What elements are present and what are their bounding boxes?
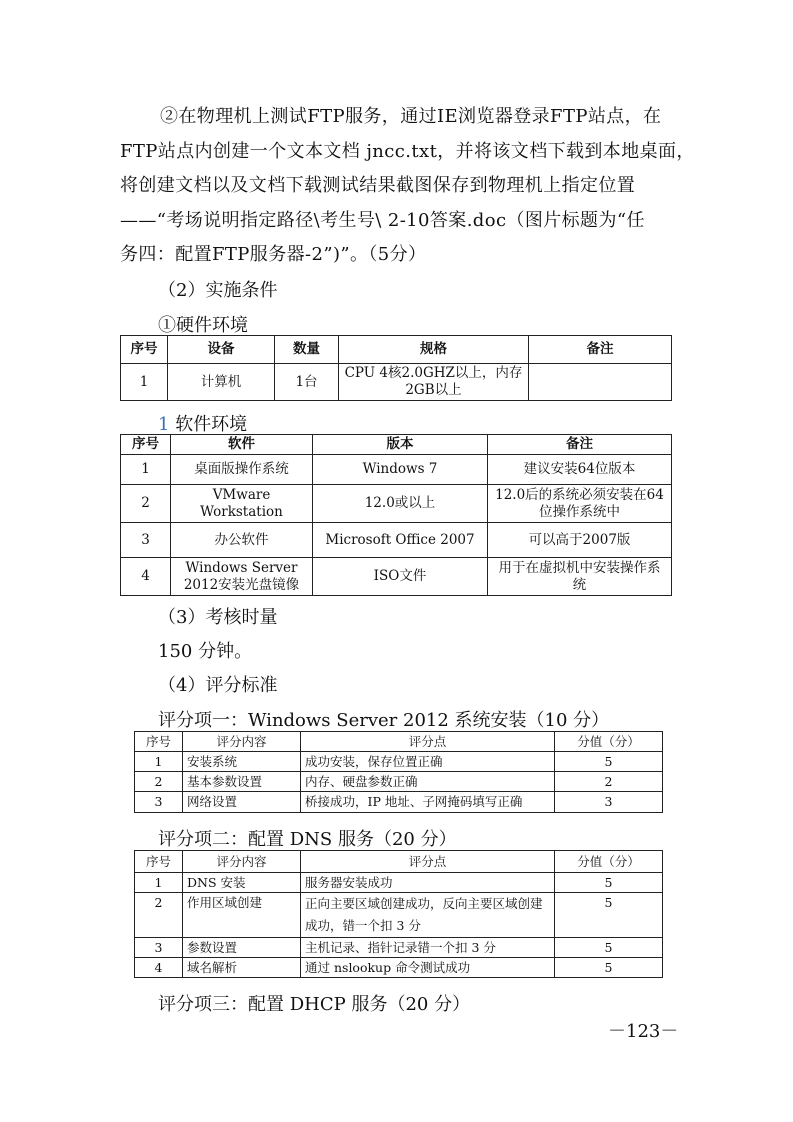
section-hardware-heading: ①硬件环境 — [158, 315, 248, 336]
table-cell: 基本参数设置 — [183, 772, 301, 792]
score-table-2 — [134, 850, 663, 978]
score-item-2-heading: 评分项二：配置 DNS 服务（20 分） — [158, 829, 457, 850]
score-table-1 — [134, 731, 663, 813]
table-header: 分值（分） — [555, 732, 663, 752]
software-heading-number: 1 — [158, 414, 170, 435]
table-cell: 成功安装，保存位置正确 — [301, 752, 555, 772]
section-software-heading — [158, 410, 247, 436]
paragraph-line: 将创建文档以及文档下载测试结果截图保存到物理机上指定位置 — [120, 175, 636, 197]
table-cell: 通过 nslookup 命令测试成功 — [301, 958, 555, 978]
table-cell: ISO文件 — [313, 558, 488, 596]
score-item-1-heading: 评分项一：Windows Server 2012 系统安装（10 分） — [158, 710, 610, 731]
table-row — [135, 792, 663, 813]
table-cell: Windows 7 — [313, 455, 488, 485]
table-cell: VMware Workstation — [171, 485, 313, 523]
table-header: 序号 — [135, 732, 183, 752]
software-table — [120, 434, 672, 596]
table-cell: 建议安装64位版本 — [488, 455, 672, 485]
paragraph-line: ——“考场说明指定路径\考生号\ 2-10答案.doc（图片标题为“任 — [120, 209, 645, 231]
table-cell: 5 — [555, 873, 663, 893]
table-row — [135, 938, 663, 958]
table-cell: 正向主要区域创建成功，反向主要区域创建成功，错一个扣 3 分 — [301, 893, 555, 938]
table-cell: DNS 安装 — [183, 873, 301, 893]
table-cell: 1 — [135, 873, 183, 893]
table-cell: 12.0或以上 — [313, 485, 488, 523]
table-cell: 用于在虚拟机中安装操作系统 — [488, 558, 672, 596]
table-cell: Microsoft Office 2007 — [313, 523, 488, 558]
table-header: 数量 — [275, 336, 339, 364]
table-cell: 参数设置 — [183, 938, 301, 958]
table-row — [135, 752, 663, 772]
table-cell: Windows Server 2012安装光盘镜像 — [171, 558, 313, 596]
table-cell: 5 — [555, 938, 663, 958]
table-cell: 2 — [135, 772, 183, 792]
table-cell — [529, 364, 672, 401]
table-cell: 1 — [121, 455, 171, 485]
section-time-heading: （3）考核时量 — [158, 607, 278, 628]
hardware-table — [120, 335, 672, 401]
table-row — [135, 958, 663, 978]
paragraph-line: FTP站点内创建一个文本文档 jncc.txt，并将该文档下载到本地桌面， — [120, 140, 695, 162]
table-cell: 服务器安装成功 — [301, 873, 555, 893]
table-header: 评分内容 — [183, 851, 301, 873]
table-cell: 5 — [555, 752, 663, 772]
table-header: 序号 — [121, 336, 168, 364]
instruction-paragraph — [120, 100, 695, 273]
table-cell: 4 — [135, 958, 183, 978]
table-cell: CPU 4核2.0GHZ以上，内存2GB以上 — [339, 364, 529, 401]
section-conditions-heading: （2）实施条件 — [158, 280, 278, 301]
table-cell: 5 — [555, 893, 663, 938]
table-header: 备注 — [529, 336, 672, 364]
table-cell: 主机记录、指针记录错一个扣 3 分 — [301, 938, 555, 958]
table-header: 评分点 — [301, 732, 555, 752]
table-header: 软件 — [171, 435, 313, 455]
table-header: 规格 — [339, 336, 529, 364]
time-value: 150 分钟。 — [158, 641, 253, 662]
table-header: 版本 — [313, 435, 488, 455]
table-cell: 桥接成功，IP 地址、子网掩码填写正确 — [301, 792, 555, 813]
page-number: －123－ — [608, 1021, 679, 1042]
table-cell: 计算机 — [168, 364, 275, 401]
software-heading-label: 软件环境 — [175, 414, 248, 435]
table-header: 评分点 — [301, 851, 555, 873]
section-criteria-heading: （4）评分标准 — [158, 675, 278, 696]
table-cell: 3 — [135, 938, 183, 958]
table-cell: 3 — [121, 523, 171, 558]
table-cell: 1 — [121, 364, 168, 401]
table-row — [135, 772, 663, 792]
table-cell: 1 — [135, 752, 183, 772]
table-cell: 5 — [555, 958, 663, 978]
table-header: 评分内容 — [183, 732, 301, 752]
table-header: 序号 — [135, 851, 183, 873]
table-header: 序号 — [121, 435, 171, 455]
table-row — [121, 364, 672, 401]
table-row — [135, 893, 663, 938]
score-item-3-heading: 评分项三：配置 DHCP 服务（20 分） — [158, 994, 471, 1015]
table-cell: 安装系统 — [183, 752, 301, 772]
paragraph-line: ②在物理机上测试FTP服务，通过IE浏览器登录FTP站点，在 — [160, 106, 662, 127]
table-cell: 可以高于2007版 — [488, 523, 672, 558]
table-cell: 3 — [555, 792, 663, 813]
table-cell: 3 — [135, 792, 183, 813]
table-cell: 12.0后的系统必须安装在64位操作系统中 — [488, 485, 672, 523]
table-header: 设备 — [168, 336, 275, 364]
table-row — [121, 523, 672, 558]
table-cell: 内存、硬盘参数正确 — [301, 772, 555, 792]
table-cell: 网络设置 — [183, 792, 301, 813]
table-cell: 2 — [135, 893, 183, 938]
table-cell: 域名解析 — [183, 958, 301, 978]
table-cell: 作用区域创建 — [183, 893, 301, 938]
table-row — [121, 485, 672, 523]
table-cell: 1台 — [275, 364, 339, 401]
table-cell: 2 — [555, 772, 663, 792]
table-cell: 2 — [121, 485, 171, 523]
table-cell: 4 — [121, 558, 171, 596]
table-row — [121, 558, 672, 596]
table-header: 分值（分） — [555, 851, 663, 873]
table-cell: 办公软件 — [171, 523, 313, 558]
table-cell: 桌面版操作系统 — [171, 455, 313, 485]
table-header: 备注 — [488, 435, 672, 455]
paragraph-line: 务四：配置FTP服务器-2”)”。（5分） — [120, 244, 427, 266]
table-row — [121, 455, 672, 485]
table-row — [135, 873, 663, 893]
